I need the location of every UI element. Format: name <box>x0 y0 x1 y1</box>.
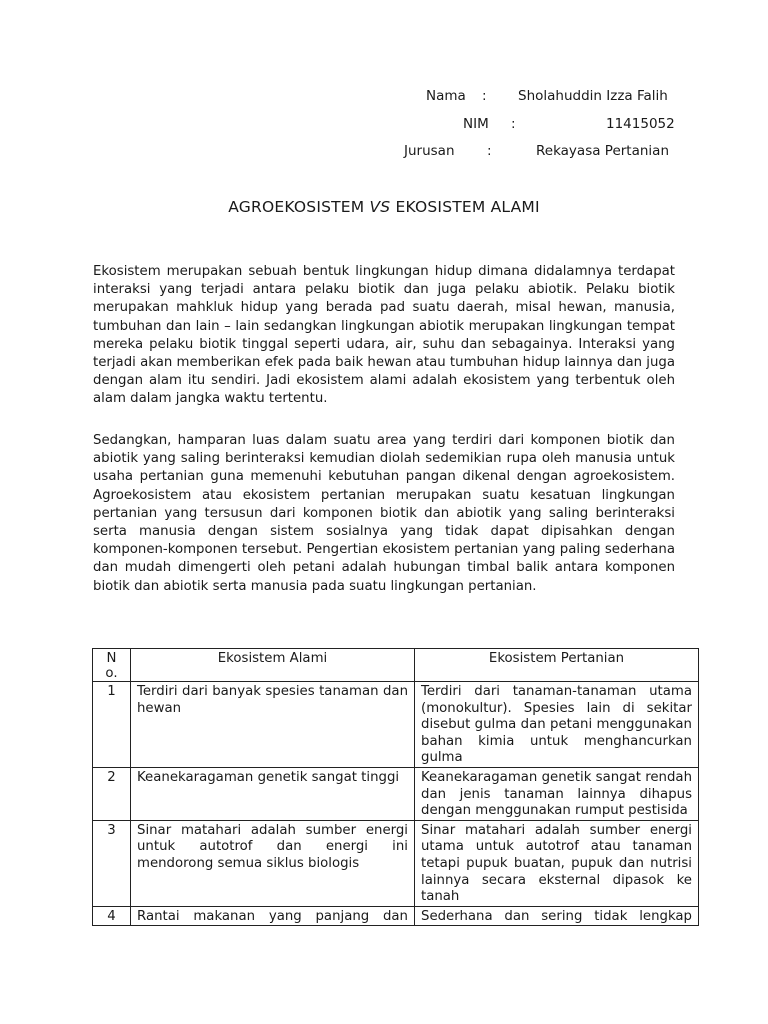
row-number: 2 <box>93 767 131 820</box>
header-no-label: No. <box>105 651 118 681</box>
jurusan-label: Jurusan <box>404 143 455 159</box>
nama-value: Sholahuddin Izza Falih <box>518 88 668 104</box>
paragraph-agroekosistem: Sedangkan, hamparan luas dalam suatu area yang terdiri dari komponen biotik dan abiotik yang saling berinteraksi kemudian diolah sedemikian rupa oleh manusia untuk usaha pertanian guna memenuhi kebutuhan pangan dikenal dengan agroekosistem. Agroekosistem atau ekosistem pertanian merupakan suatu kesatuan lingkungan pertanian yang tersusun dari komponen biotik dan abiotik yang saling berinteraksi serta manusia dengan sistem sosialnya yang tidak dapat dipisahkan dengan komponen-komponen tersebut. Pengertian ekosistem pertanian yang paling sederhana dan mudah dimengerti oleh petani adalah hubungan timbal balik antara komponen biotik dan abiotik serta manusia pada suatu lingkungan pertanian. <box>93 433 675 594</box>
cell-pertanian: Terdiri dari tanaman-tanaman utama (monokultur). Spesies lain di sekitar disebut gulma dan petani menggunakan bahan kimia untuk menghancurkan gulma <box>415 682 699 768</box>
title-vs: VS <box>369 198 391 216</box>
cell-alami: Terdiri dari banyak spesies tanaman dan hewan <box>131 682 415 768</box>
row-number: 4 <box>93 906 131 926</box>
title-part-1: AGROEKOSISTEM <box>228 198 370 216</box>
row-number: 1 <box>93 682 131 768</box>
cell-alami-text: Rantai makanan yang panjang dan <box>137 908 408 923</box>
table-row <box>93 906 699 926</box>
header-no <box>93 649 131 682</box>
comparison-table <box>92 648 699 926</box>
cell-alami <box>131 906 415 926</box>
nim-value: 11415052 <box>606 116 675 132</box>
nama-separator: : <box>482 88 487 104</box>
jurusan-value: Rekayasa Pertanian <box>536 143 670 159</box>
title-part-2: EKOSISTEM ALAMI <box>390 198 540 216</box>
nim-separator: : <box>511 116 516 132</box>
cell-pertanian <box>415 906 699 926</box>
table-row <box>93 820 699 906</box>
table-row <box>93 767 699 820</box>
cell-pertanian: Sinar matahari adalah sumber energi utama untuk autotrof atau tanaman tetapi pupuk buatan, pupuk dan nutrisi lainnya secara eksternal dipasok ke tanah <box>415 820 699 906</box>
row-number: 3 <box>93 820 131 906</box>
table-header-row <box>93 649 699 682</box>
header-ekosistem-alami: Ekosistem Alami <box>131 649 415 682</box>
header-ekosistem-pertanian: Ekosistem Pertanian <box>415 649 699 682</box>
cell-pertanian-text: Sederhana dan sering tidak lengkap <box>421 908 692 923</box>
document-title <box>0 198 768 216</box>
table-row <box>93 682 699 768</box>
nama-label: Nama <box>426 88 466 104</box>
nim-label: NIM <box>463 116 489 132</box>
jurusan-separator: : <box>487 143 492 159</box>
cell-alami: Keanekaragaman genetik sangat tinggi <box>131 767 415 820</box>
cell-pertanian: Keanekaragaman genetik sangat rendah dan jenis tanaman lainnya dihapus dengan menggunakan rumput pestisida <box>415 767 699 820</box>
cell-alami: Sinar matahari adalah sumber energi untuk autotrof dan energi ini mendorong semua siklus biologis <box>131 820 415 906</box>
paragraph-ekosistem-alami: Ekosistem merupakan sebuah bentuk lingkungan hidup dimana didalamnya terdapat interaksi yang terjadi antara pelaku biotik dan juga pelaku abiotik. Pelaku biotik merupakan mahkluk hidup yang berada pad suatu daerah, misal hewan, manusia, tumbuhan dan lain – lain sedangkan lingkungan abiotik merupakan lingkungan tempat mereka pelaku biotik tinggal seperti udara, air, suhu dan sebagainya. Interaksi yang terjadi akan memberikan efek pada baik hewan atau tumbuhan hidup lainnya dan juga dengan alam itu sendiri. Jadi ekosistem alami adalah ekosistem yang terbentuk oleh alam dalam jangka waktu tertentu. <box>93 264 675 407</box>
